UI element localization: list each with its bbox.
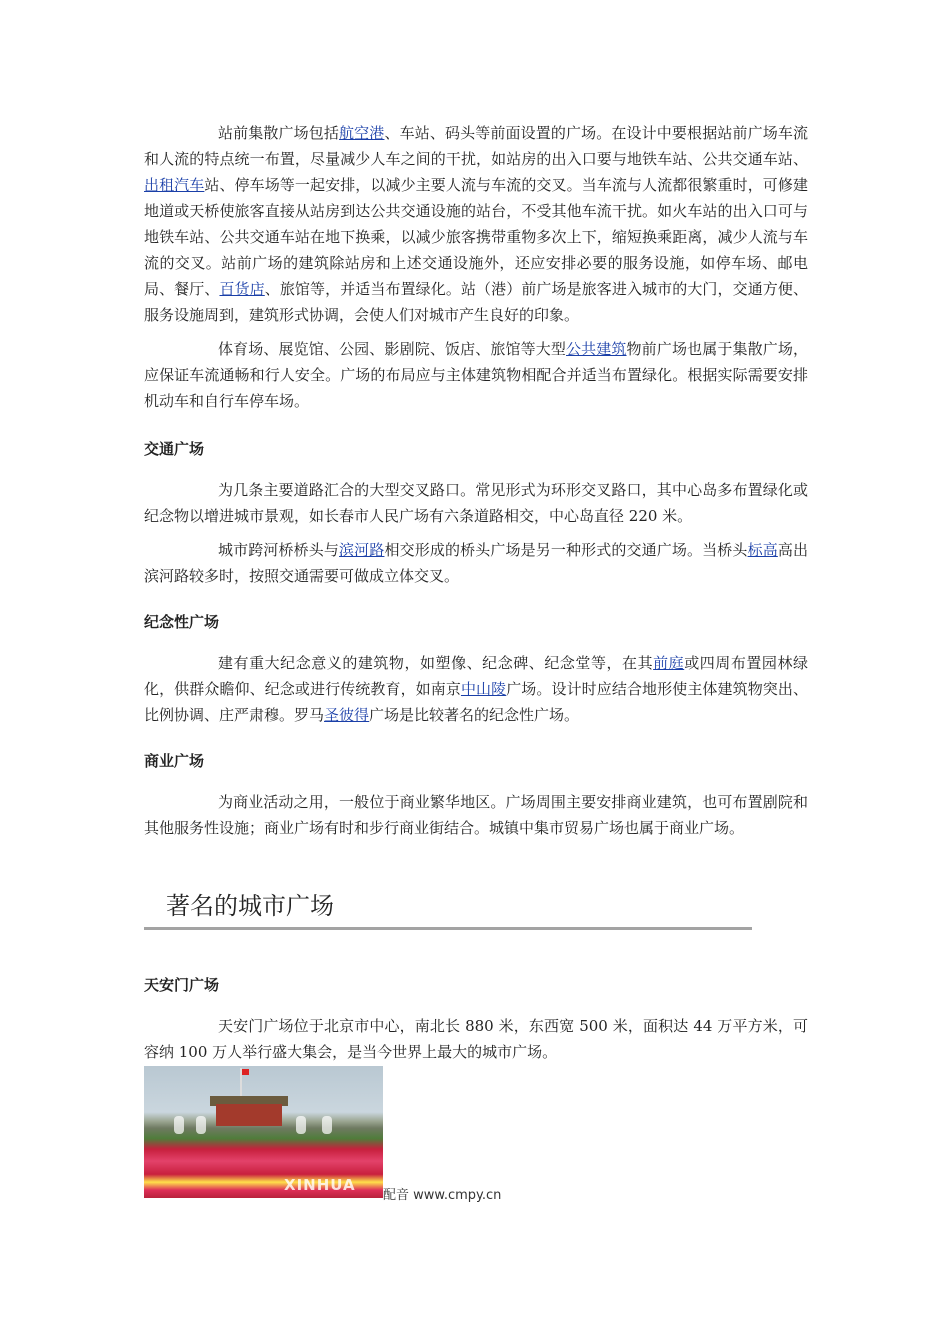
link-elevation[interactable]: 标高 bbox=[747, 541, 778, 559]
text: 天安门广场位于北京市中心，南北长 880 米，东西宽 500 米，面积达 44 万平方米，可容纳 100 万人举行盛大集会，是当今世界上最大的城市广场。 bbox=[144, 1017, 808, 1061]
text: 城市跨河桥桥头与 bbox=[218, 541, 340, 559]
tiananmen-section bbox=[144, 974, 808, 1065]
text: 广场。设计时应结合地形使主体建筑物突出、比例协调、庄严肃穆。罗马 bbox=[144, 680, 808, 724]
paragraph-tiananmen bbox=[144, 1013, 808, 1065]
photo-watermark: XINHUA bbox=[284, 1176, 356, 1194]
fountain bbox=[322, 1116, 332, 1134]
link-st-peter[interactable]: 圣彼得 bbox=[324, 706, 370, 724]
photo-caption: 配音 www.cmpy.cn bbox=[383, 1188, 502, 1203]
text: 或四周布置园林绿化，供群众瞻仰、纪念或进行传统教育，如南京 bbox=[144, 654, 808, 698]
fountain bbox=[296, 1116, 306, 1134]
text: 物前广场也属于集散广场，应保证车流通畅和行人安全。广场的布局应与主体建筑物相配合并适当布置绿化。根据实际需要安排机动车和自行车停车场。 bbox=[144, 340, 808, 410]
link-sun-yat-sen-mausoleum[interactable]: 中山陵 bbox=[460, 680, 507, 698]
section-title: 著名的城市广场 bbox=[144, 886, 752, 930]
text: 建有重大纪念意义的建筑物，如塑像、纪念碑、纪念堂等，在其 bbox=[218, 654, 654, 672]
gate-building bbox=[216, 1104, 282, 1126]
text: 站前集散广场包括 bbox=[218, 124, 340, 142]
text: 相交形成的桥头广场是另一种形式的交通广场。当桥头 bbox=[384, 541, 748, 559]
fountain bbox=[174, 1116, 184, 1134]
paragraph-memorial bbox=[144, 650, 808, 728]
text: 站、停车场等一起安排，以减少主要人流与车流的交叉。当车流与人流都很繁重时，可修建地道或天桥使旅客直接从站房到达公共交通设施的站台，不受其他车流干扰。如火车站的出入口可与地铁车站、公共交通车站在地下换乘，以减少旅客携带重物多次上下，缩短换乘距离，减少人流与车流的交叉。站前广场的建筑除站房和上述交通设施外，还应安排必要的服务设施，如停车场、邮电局、餐厅、 bbox=[144, 176, 808, 298]
text: 高出滨河路较多时，按照交通需要可做成立体交叉。 bbox=[144, 541, 808, 585]
heading-commercial-square: 商业广场 bbox=[144, 752, 205, 770]
text: 广场是比较著名的纪念性广场。 bbox=[369, 706, 580, 724]
text: 为几条主要道路汇合的大型交叉路口。常见形式为环形交叉路口，其中心岛多布置绿化或纪念物以增进城市景观，如长春市人民广场有六条道路相交，中心岛直径 220 米。 bbox=[144, 481, 808, 525]
text: 为商业活动之用，一般位于商业繁华地区。广场周围主要安排商业建筑，也可布置剧院和其他服务性设施；商业广场有时和步行商业街结合。城镇中集市贸易广场也属于商业广场。 bbox=[144, 793, 808, 837]
heading-memorial-square: 纪念性广场 bbox=[144, 613, 220, 631]
link-forecourt[interactable]: 前庭 bbox=[653, 654, 685, 672]
paragraph-traffic-1 bbox=[144, 477, 808, 529]
link-riverside-road[interactable]: 滨河路 bbox=[339, 541, 385, 559]
paragraph-public-buildings bbox=[144, 336, 808, 414]
text: 体育场、展览馆、公园、影剧院、饭店、旅馆等大型 bbox=[218, 340, 567, 358]
link-public-building[interactable]: 公共建筑 bbox=[566, 340, 627, 358]
link-department-store[interactable]: 百货店 bbox=[219, 280, 265, 298]
article-body bbox=[144, 120, 808, 841]
link-airport[interactable]: 航空港 bbox=[339, 124, 385, 142]
text: 、旅馆等，并适当布置绿化。站（港）前广场是旅客进入城市的大门，交通方便、服务设施周到，建筑形式协调，会使人们对城市产生良好的印象。 bbox=[144, 280, 808, 324]
heading-traffic-square: 交通广场 bbox=[144, 440, 205, 458]
photo-image bbox=[144, 1066, 383, 1198]
tiananmen-photo bbox=[144, 1066, 383, 1198]
paragraph-commercial bbox=[144, 789, 808, 841]
flag bbox=[242, 1069, 249, 1075]
heading-tiananmen-square: 天安门广场 bbox=[144, 976, 220, 994]
link-taxi[interactable]: 出租汽车 bbox=[144, 176, 205, 194]
paragraph-station-square bbox=[144, 120, 808, 328]
fountain bbox=[196, 1116, 206, 1134]
paragraph-traffic-2 bbox=[144, 537, 808, 589]
text: 、车站、码头等前面设置的广场。在设计中要根据站前广场车流和人流的特点统一布置，尽量减少人车之间的干扰，如站房的出入口要与地铁车站、公共交通车站、 bbox=[144, 124, 808, 168]
